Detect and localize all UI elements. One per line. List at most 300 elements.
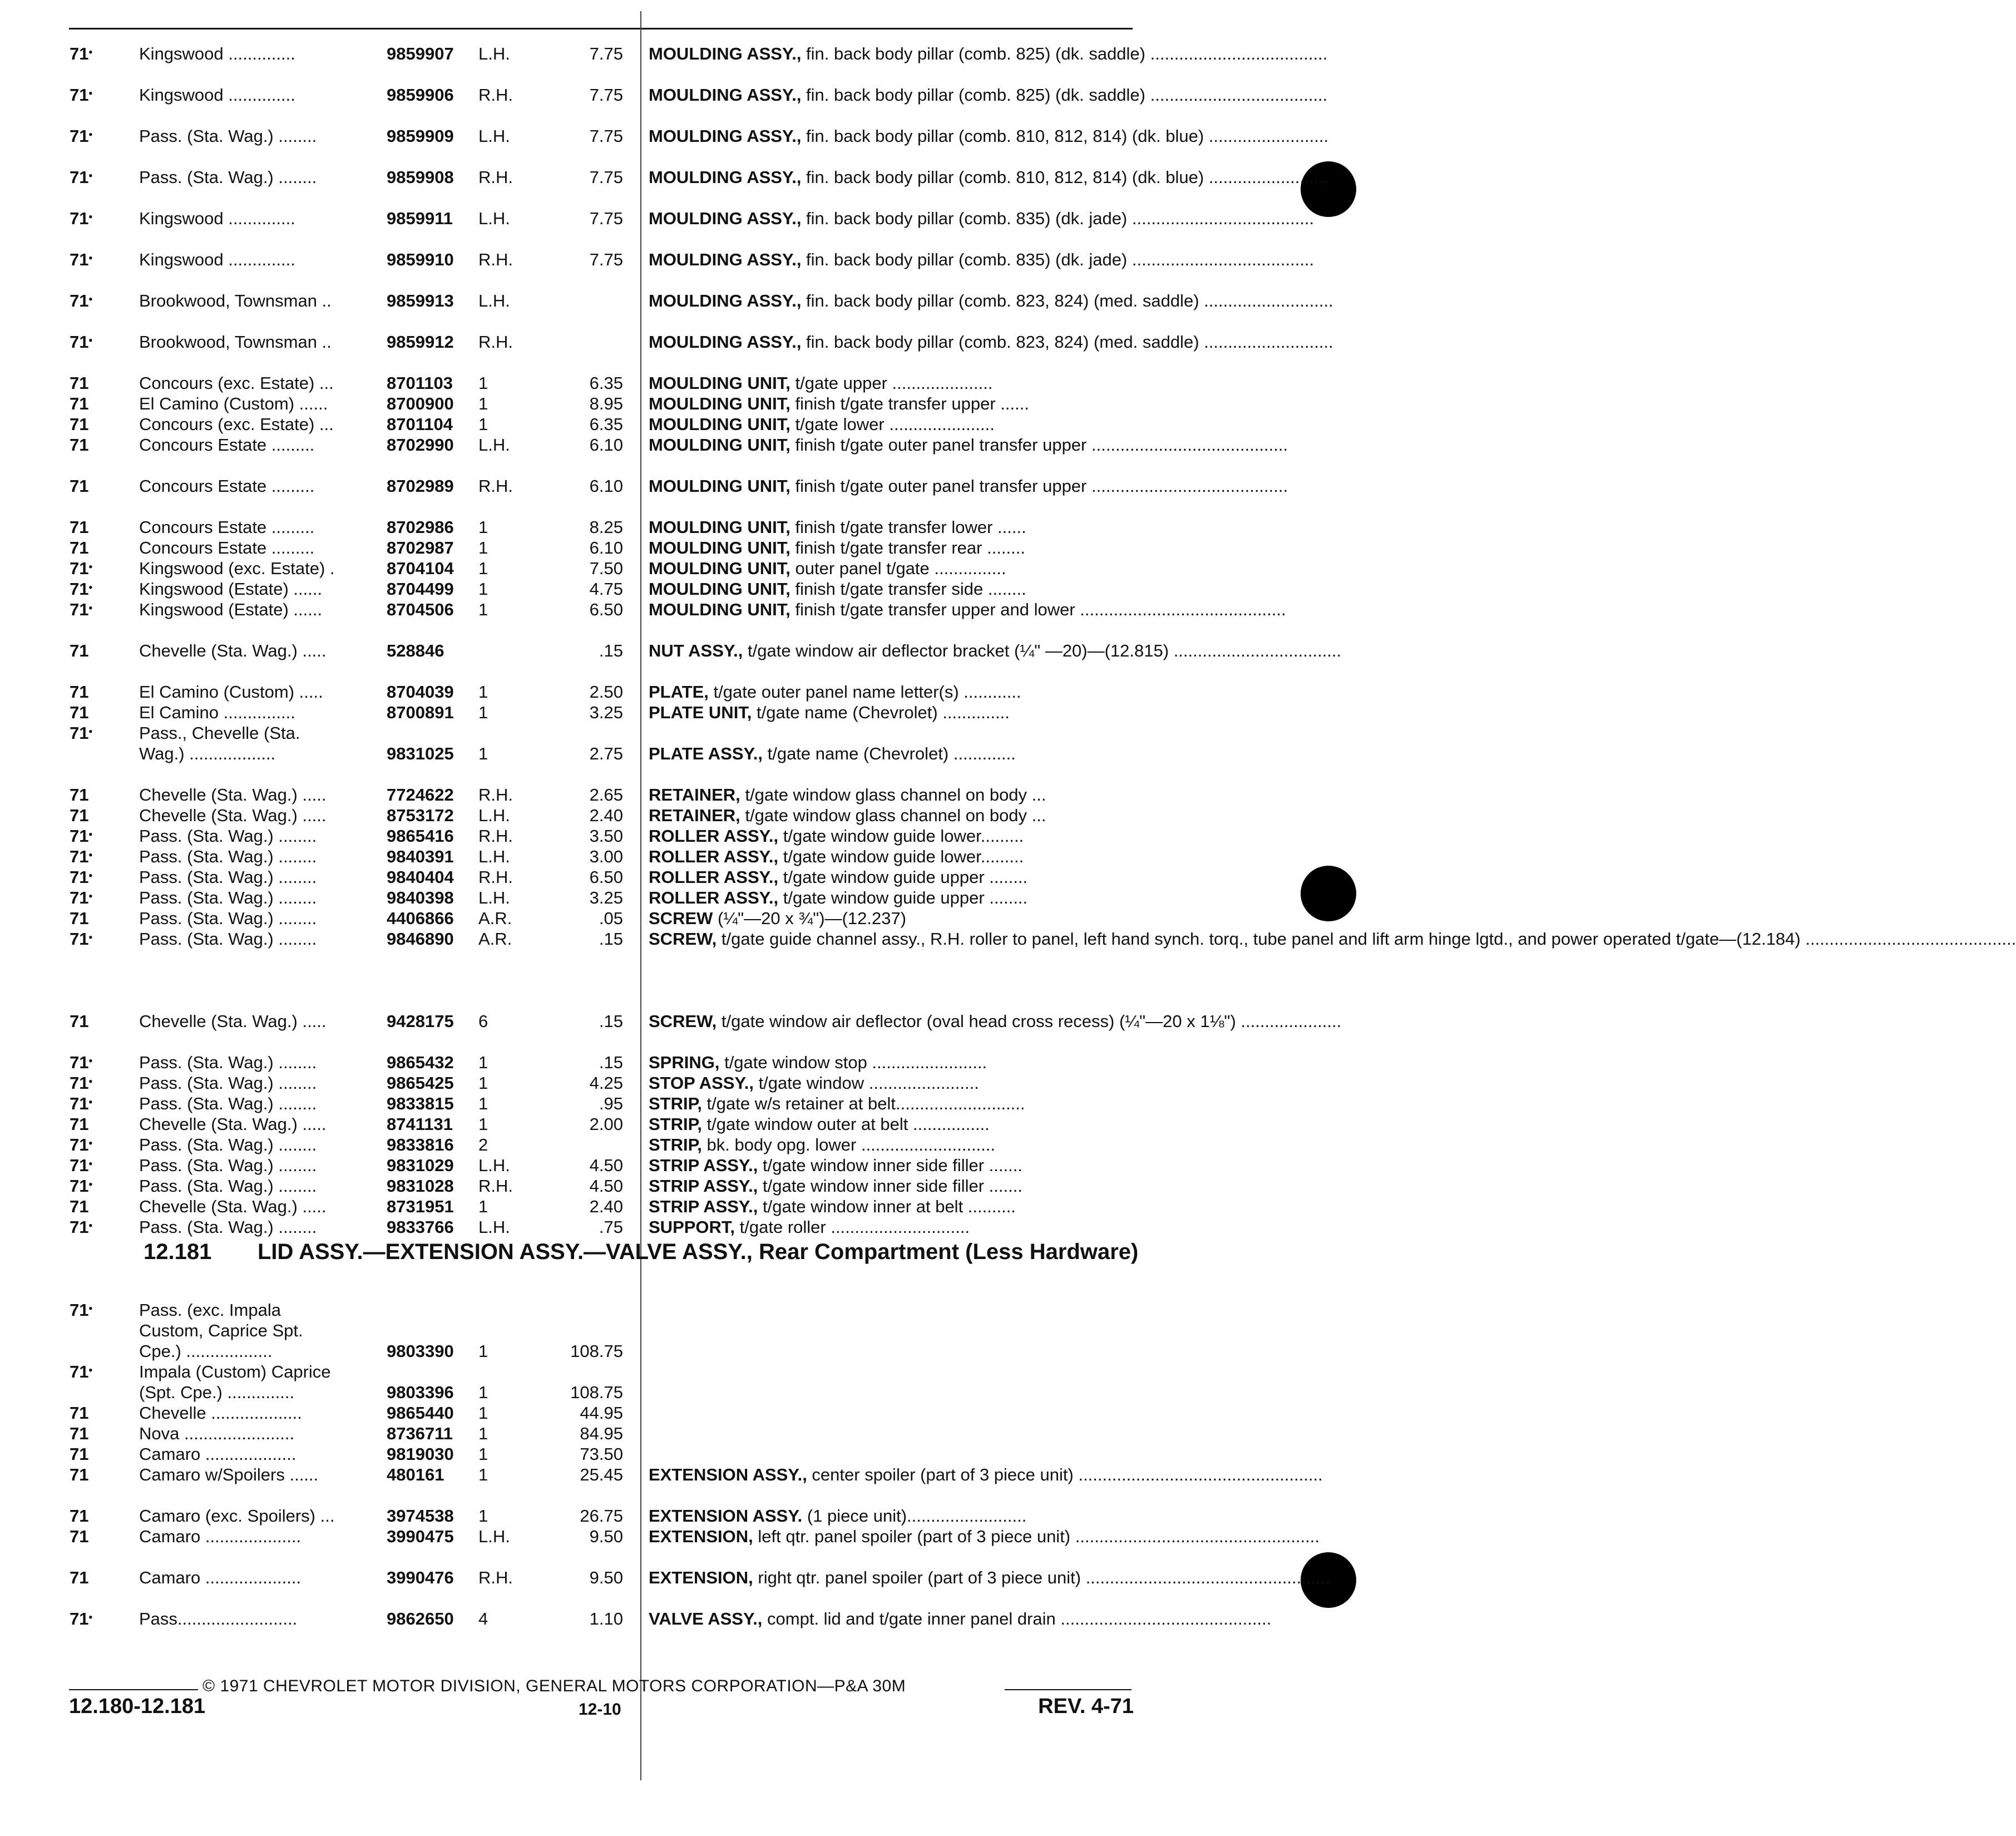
new-part-mark: •: [88, 1097, 93, 1108]
quantity: 1: [478, 517, 488, 537]
list-price: 2.40: [589, 1197, 623, 1216]
part-number: 4406866: [387, 909, 454, 928]
part-number: 8702987: [387, 538, 454, 557]
part-detail: t/gate window inner side filler .......: [758, 1156, 1022, 1175]
model-year: 71•: [70, 559, 93, 578]
model-name: Pass. (Sta. Wag.) ........: [139, 1176, 317, 1196]
part-name: RETAINER,: [649, 806, 740, 825]
part-number: 9859913: [387, 291, 454, 310]
model-name: Concours Estate .........: [139, 435, 315, 455]
part-description: [649, 85, 1328, 105]
model-year: 71: [70, 1465, 89, 1484]
quantity: 1: [478, 579, 488, 599]
model-year: 71: [70, 1568, 89, 1587]
part-number: 8701103: [387, 373, 453, 393]
part-detail: compt. lid and t/gate inner panel drain ............................................: [762, 1609, 1272, 1628]
part-name: MOULDING UNIT,: [649, 414, 790, 434]
model-year: 71: [70, 1114, 89, 1134]
quantity: 1: [478, 1383, 488, 1402]
model-year: 71: [70, 703, 89, 722]
part-detail: right qtr. panel spoiler (part of 3 piece unit) ...................................................: [753, 1568, 1330, 1587]
new-part-mark: •: [88, 1138, 93, 1149]
part-number: 8736711: [387, 1424, 453, 1443]
list-price: 4.50: [589, 1156, 623, 1175]
part-number: 8700891: [387, 703, 454, 722]
part-name: MOULDING UNIT,: [649, 579, 790, 599]
model-name: Concours Estate .........: [139, 538, 315, 557]
part-detail: fin. back body pillar (comb. 825) (dk. saddle) .....................................: [801, 85, 1328, 105]
part-number: 528846: [387, 641, 444, 660]
model-year: 71•: [70, 579, 93, 599]
model-name: Kingswood (Estate) ......: [139, 600, 323, 619]
quantity: 1: [478, 1424, 488, 1443]
model-year: 71: [70, 1527, 89, 1546]
part-detail: (¼"—20 x ¾")—(12.237): [713, 909, 907, 928]
quantity: 2: [478, 1135, 488, 1154]
model-name: El Camino (Custom) .....: [139, 682, 323, 702]
part-detail: t/gate window .......................: [753, 1073, 979, 1093]
model-name: Pass. (Sta. Wag.) ........: [139, 1053, 317, 1072]
new-part-mark: •: [88, 47, 93, 58]
quantity: L.H.: [478, 44, 510, 63]
part-name: EXTENSION,: [649, 1527, 753, 1546]
model-year: 71•: [70, 1362, 93, 1381]
model-year: 71: [70, 1424, 89, 1443]
model-name: Pass. (Sta. Wag.) ........: [139, 909, 317, 928]
part-description: [649, 393, 1138, 414]
part-number: 9865440: [387, 1403, 454, 1423]
model-name: Cpe.) ..................: [139, 1341, 273, 1361]
list-price: 2.75: [589, 744, 623, 763]
part-description: [649, 249, 1315, 270]
new-part-mark: •: [88, 294, 93, 305]
part-detail: t/gate w/s retainer at belt...........................: [701, 1094, 1025, 1113]
quantity: R.H.: [478, 826, 513, 846]
part-description: [649, 1567, 1330, 1588]
part-name: MOULDING ASSY.,: [649, 332, 802, 352]
part-number: 9859906: [387, 85, 454, 105]
quantity: R.H.: [478, 1568, 513, 1587]
revision-label: REV. 4-71: [1038, 1695, 1134, 1718]
model-year: 71: [70, 641, 89, 660]
quantity: 1: [478, 1197, 488, 1216]
part-number: 8704499: [387, 579, 454, 599]
part-detail: finish t/gate outer panel transfer upper .........................................: [790, 476, 1288, 496]
model-year: 71•: [70, 1073, 93, 1093]
quantity: 1: [478, 1444, 488, 1464]
part-detail: t/gate window inner at belt ..........: [758, 1197, 1016, 1216]
new-part-mark: •: [88, 1055, 93, 1067]
part-detail: fin. back body pillar (comb. 810, 812, 814) (dk. blue) .........................: [801, 167, 1329, 187]
part-detail: outer panel t/gate ...............: [790, 559, 1006, 578]
part-description: [649, 929, 2016, 949]
quantity: 1: [478, 682, 488, 702]
part-name: ROLLER ASSY.,: [649, 888, 779, 907]
punch-hole-middle: [1301, 866, 1356, 921]
new-part-mark: •: [88, 1179, 93, 1191]
list-price: 8.25: [589, 517, 623, 537]
model-year: 71•: [70, 847, 93, 866]
section-title: LID ASSY.—EXTENSION ASSY.—VALVE ASSY., Rear Compartment (Less Hardware): [258, 1240, 1139, 1264]
new-part-mark: •: [88, 129, 93, 141]
part-detail: t/gate window glass channel on body ...: [740, 806, 1046, 825]
top-rule: [69, 28, 1133, 29]
part-number: 3990475: [387, 1527, 454, 1546]
part-description: [649, 435, 1288, 455]
part-detail: t/gate window guide upper ........: [778, 867, 1028, 887]
quantity: L.H.: [478, 1527, 510, 1546]
part-number: 7724622: [387, 785, 454, 805]
list-price: 2.40: [589, 806, 623, 825]
part-description: [649, 867, 1138, 887]
quantity: 1: [478, 414, 488, 434]
part-detail: (1 piece unit).........................: [802, 1506, 1027, 1526]
part-name: EXTENSION,: [649, 1568, 753, 1587]
model-name: Brookwood, Townsman ..: [139, 291, 332, 310]
model-name: (Spt. Cpe.) ..............: [139, 1383, 295, 1402]
model-year: 71: [70, 435, 89, 455]
list-price: .15: [599, 1053, 623, 1072]
part-number: 8702989: [387, 476, 454, 496]
part-detail: finish t/gate outer panel transfer upper .........................................: [790, 435, 1288, 455]
quantity: R.H.: [478, 785, 513, 805]
model-year: 71: [70, 909, 89, 928]
part-number: 9840391: [387, 847, 454, 866]
quantity: R.H.: [478, 167, 513, 187]
part-description: [649, 805, 1138, 826]
part-number: 9831025: [387, 744, 454, 763]
part-detail: fin. back body pillar (comb. 810, 812, 814) (dk. blue) .........................: [801, 126, 1329, 146]
quantity: L.H.: [478, 126, 510, 146]
model-name: Chevelle (Sta. Wag.) .....: [139, 785, 327, 805]
list-price: 6.10: [589, 538, 623, 557]
list-price: 26.75: [580, 1506, 623, 1526]
part-name: MOULDING ASSY.,: [649, 250, 802, 269]
model-year: 71•: [70, 867, 93, 887]
list-price: 6.10: [589, 476, 623, 496]
part-detail: fin. back body pillar (comb. 825) (dk. saddle) .....................................: [801, 44, 1328, 63]
part-description: [649, 537, 1138, 558]
model-name: Chevelle (Sta. Wag.) .....: [139, 641, 327, 660]
part-description: [649, 517, 1138, 537]
model-name: Pass. (Sta. Wag.) ........: [139, 167, 317, 187]
part-name: SUPPORT,: [649, 1217, 735, 1237]
part-description: [649, 887, 1138, 908]
section-range: 12.180-12.181: [69, 1695, 206, 1718]
model-year: 71•: [70, 1609, 93, 1628]
new-part-mark: •: [88, 561, 93, 573]
new-part-mark: •: [88, 1076, 93, 1088]
part-detail: fin. back body pillar (comb. 835) (dk. jade) ......................................: [801, 250, 1315, 269]
part-name: STOP ASSY.,: [649, 1073, 754, 1093]
part-name: SCREW,: [649, 1011, 717, 1031]
column-divider: [640, 11, 641, 1780]
model-name: Pass. (Sta. Wag.) ........: [139, 826, 317, 846]
model-year: 71•: [70, 1156, 93, 1175]
part-description: [649, 579, 1138, 599]
list-price: 9.50: [589, 1568, 623, 1587]
model-year: 71: [70, 1403, 89, 1423]
model-year: 71•: [70, 826, 93, 846]
part-name: MOULDING ASSY.,: [649, 167, 802, 187]
quantity: L.H.: [478, 291, 510, 310]
part-description: [649, 640, 1342, 661]
model-year: 71: [70, 682, 89, 702]
part-detail: left qtr. panel spoiler (part of 3 piece unit) ...................................................: [753, 1527, 1320, 1546]
model-name: Pass.........................: [139, 1609, 298, 1628]
part-number: 8741131: [387, 1114, 453, 1134]
list-price: 73.50: [580, 1444, 623, 1464]
part-name: MOULDING ASSY.,: [649, 126, 802, 146]
part-description: [649, 558, 1138, 579]
part-number: 8704104: [387, 559, 454, 578]
quantity: 1: [478, 1073, 488, 1093]
quantity: L.H.: [478, 1217, 510, 1237]
quantity: 1: [478, 559, 488, 578]
model-name: Pass. (Sta. Wag.) ........: [139, 847, 317, 866]
footer-rule-right: [1005, 1689, 1131, 1690]
model-name: Chevelle (Sta. Wag.) .....: [139, 1197, 327, 1216]
model-year: 71•: [70, 1300, 93, 1320]
part-detail: center spoiler (part of 3 piece unit) ...................................................: [807, 1465, 1323, 1484]
quantity: 1: [478, 538, 488, 557]
part-number: 9803390: [387, 1341, 454, 1361]
list-price: .95: [599, 1094, 623, 1113]
part-description: [649, 1052, 1138, 1073]
part-name: EXTENSION ASSY.,: [649, 1465, 807, 1484]
part-name: NUT ASSY.,: [649, 641, 743, 660]
part-description: [649, 908, 1138, 929]
model-name: Kingswood (Estate) ......: [139, 579, 323, 599]
quantity: 1: [478, 1341, 488, 1361]
quantity: L.H.: [478, 1156, 510, 1175]
part-description: [649, 743, 1138, 764]
list-price: 2.00: [589, 1114, 623, 1134]
list-price: .15: [599, 1011, 623, 1031]
quantity: L.H.: [478, 209, 510, 228]
new-part-mark: •: [88, 603, 93, 614]
quantity: L.H.: [478, 806, 510, 825]
model-name: Pass. (Sta. Wag.) ........: [139, 867, 317, 887]
model-name: Camaro ....................: [139, 1527, 302, 1546]
quantity: L.H.: [478, 435, 510, 455]
model-year: 71: [70, 785, 89, 805]
part-name: PLATE ASSY.,: [649, 744, 763, 763]
part-number: 9833815: [387, 1094, 454, 1113]
model-year: 71•: [70, 600, 93, 619]
list-price: 2.65: [589, 785, 623, 805]
model-name: Concours (exc. Estate) ...: [139, 414, 334, 434]
footer-rule-left: [69, 1689, 198, 1690]
part-description: [649, 1114, 1138, 1134]
model-name: Pass. (Sta. Wag.) ........: [139, 888, 317, 907]
part-number: 9846890: [387, 929, 454, 949]
list-price: .15: [599, 929, 623, 949]
part-number: 8731951: [387, 1197, 454, 1216]
model-year: 71•: [70, 85, 93, 105]
quantity: 1: [478, 1053, 488, 1072]
part-name: MOULDING ASSY.,: [649, 209, 802, 228]
part-number: 8704506: [387, 600, 454, 619]
model-name: Chevelle (Sta. Wag.) .....: [139, 1011, 327, 1031]
part-number: 8702990: [387, 435, 454, 455]
part-name: STRIP ASSY.,: [649, 1156, 758, 1175]
model-year: 71•: [70, 929, 93, 949]
model-year: 71•: [70, 332, 93, 352]
model-year: 71•: [70, 1053, 93, 1072]
model-name: Wag.) ..................: [139, 744, 276, 763]
part-name: MOULDING UNIT,: [649, 600, 790, 619]
part-name: MOULDING UNIT,: [649, 373, 790, 393]
new-part-mark: •: [88, 88, 93, 100]
model-year: 71•: [70, 44, 93, 63]
model-year: 71: [70, 1444, 89, 1464]
model-name: Pass. (Sta. Wag.) ........: [139, 1217, 317, 1237]
model-name: Custom, Caprice Spt.: [139, 1321, 303, 1340]
part-number: 9859911: [387, 209, 453, 228]
quantity: 1: [478, 1114, 488, 1134]
list-price: 3.00: [589, 847, 623, 866]
new-part-mark: •: [88, 335, 93, 347]
model-year: 71: [70, 1011, 89, 1031]
quantity: 1: [478, 1465, 488, 1484]
model-year: 71: [70, 1197, 89, 1216]
model-name: Camaro w/Spoilers ......: [139, 1465, 319, 1484]
quantity: 1: [478, 703, 488, 722]
part-name: SCREW,: [649, 929, 717, 949]
part-description: [649, 702, 1138, 723]
part-detail: finish t/gate transfer rear ........: [790, 538, 1025, 557]
model-year: 71•: [70, 167, 93, 187]
part-detail: bk. body opg. lower ............................: [701, 1135, 996, 1154]
new-part-mark: •: [88, 1220, 93, 1232]
list-price: 6.35: [589, 373, 623, 393]
list-price: 7.75: [589, 167, 623, 187]
model-name: Pass., Chevelle (Sta.: [139, 723, 300, 743]
part-name: ROLLER ASSY.,: [649, 847, 779, 866]
part-number: 9428175: [387, 1011, 454, 1031]
part-description: [649, 1073, 1138, 1093]
part-name: STRIP,: [649, 1094, 702, 1113]
part-name: EXTENSION ASSY.: [649, 1506, 803, 1526]
part-name: SCREW: [649, 909, 713, 928]
part-number: 8704039: [387, 682, 454, 702]
list-price: 84.95: [580, 1424, 623, 1443]
part-number: 9831029: [387, 1156, 454, 1175]
model-name: Chevelle ...................: [139, 1403, 302, 1423]
quantity: 1: [478, 1094, 488, 1113]
part-description: [649, 599, 1286, 620]
part-name: MOULDING UNIT,: [649, 559, 790, 578]
list-price: 1.10: [589, 1609, 623, 1628]
new-part-mark: •: [88, 170, 93, 182]
quantity: A.R.: [478, 929, 512, 949]
model-name: Pass. (Sta. Wag.) ........: [139, 1073, 317, 1093]
list-price: .05: [599, 909, 623, 928]
list-price: 4.50: [589, 1176, 623, 1196]
part-detail: finish t/gate transfer lower ......: [790, 517, 1026, 537]
quantity: 1: [478, 1506, 488, 1526]
part-detail: fin. back body pillar (comb. 823, 824) (med. saddle) ...........................: [801, 291, 1333, 310]
model-name: Brookwood, Townsman ..: [139, 332, 332, 352]
part-number: 3974538: [387, 1506, 454, 1526]
list-price: 6.50: [589, 867, 623, 887]
list-price: 7.75: [589, 44, 623, 63]
part-name: MOULDING UNIT,: [649, 476, 790, 496]
part-description: [649, 1608, 1272, 1629]
model-name: Camaro (exc. Spoilers) ...: [139, 1506, 335, 1526]
part-number: 9819030: [387, 1444, 454, 1464]
quantity: L.H.: [478, 847, 510, 866]
part-number: 9859908: [387, 167, 454, 187]
part-detail: t/gate upper .....................: [790, 373, 993, 393]
part-detail: t/gate lower ......................: [790, 414, 995, 434]
part-name: MOULDING UNIT,: [649, 538, 790, 557]
part-description: [649, 1134, 1138, 1155]
quantity: 1: [478, 373, 488, 393]
model-year: 71•: [70, 250, 93, 269]
list-price: .15: [599, 641, 623, 660]
model-name: Concours (exc. Estate) ...: [139, 373, 334, 393]
model-year: 71•: [70, 1094, 93, 1113]
model-name: Kingswood ..............: [139, 85, 295, 105]
model-year: 71•: [70, 1176, 93, 1196]
part-description: [649, 167, 1329, 187]
new-part-mark: •: [88, 870, 93, 882]
list-price: 44.95: [580, 1403, 623, 1423]
new-part-mark: •: [88, 1158, 93, 1170]
quantity: R.H.: [478, 332, 513, 352]
part-detail: t/gate window guide upper ........: [778, 888, 1028, 907]
list-price: 9.50: [589, 1527, 623, 1546]
part-number: 9833766: [387, 1217, 454, 1237]
part-description: [649, 290, 1333, 311]
quantity: 1: [478, 600, 488, 619]
part-detail: fin. back body pillar (comb. 835) (dk. jade) ......................................: [801, 209, 1315, 228]
part-description: [649, 476, 1288, 496]
part-number: 9865416: [387, 826, 454, 846]
part-name: STRIP ASSY.,: [649, 1176, 758, 1196]
part-description: [649, 1196, 1138, 1217]
part-detail: finish t/gate transfer side ........: [790, 579, 1026, 599]
part-name: PLATE,: [649, 682, 709, 702]
part-description: [649, 1464, 1323, 1485]
quantity: R.H.: [478, 1176, 513, 1196]
model-year: 71•: [70, 1217, 93, 1237]
model-year: 71•: [70, 888, 93, 907]
model-name: Pass. (Sta. Wag.) ........: [139, 1094, 317, 1113]
part-name: MOULDING ASSY.,: [649, 291, 802, 310]
part-name: STRIP ASSY.,: [649, 1197, 758, 1216]
model-year: 71: [70, 538, 89, 557]
new-part-mark: •: [88, 1612, 93, 1623]
list-price: 7.75: [589, 250, 623, 269]
quantity: 1: [478, 744, 488, 763]
new-part-mark: •: [88, 850, 93, 861]
model-name: Pass. (Sta. Wag.) ........: [139, 1156, 317, 1175]
new-part-mark: •: [88, 726, 93, 738]
model-year: 71: [70, 414, 89, 434]
quantity: A.R.: [478, 909, 512, 928]
model-year: 71•: [70, 209, 93, 228]
model-name: Pass. (Sta. Wag.) ........: [139, 126, 317, 146]
list-price: 108.75: [570, 1383, 623, 1402]
part-description: [649, 208, 1315, 229]
new-part-mark: •: [88, 932, 93, 944]
part-number: 8753172: [387, 806, 454, 825]
part-name: MOULDING UNIT,: [649, 394, 790, 413]
part-detail: t/gate window stop ........................: [719, 1053, 987, 1072]
